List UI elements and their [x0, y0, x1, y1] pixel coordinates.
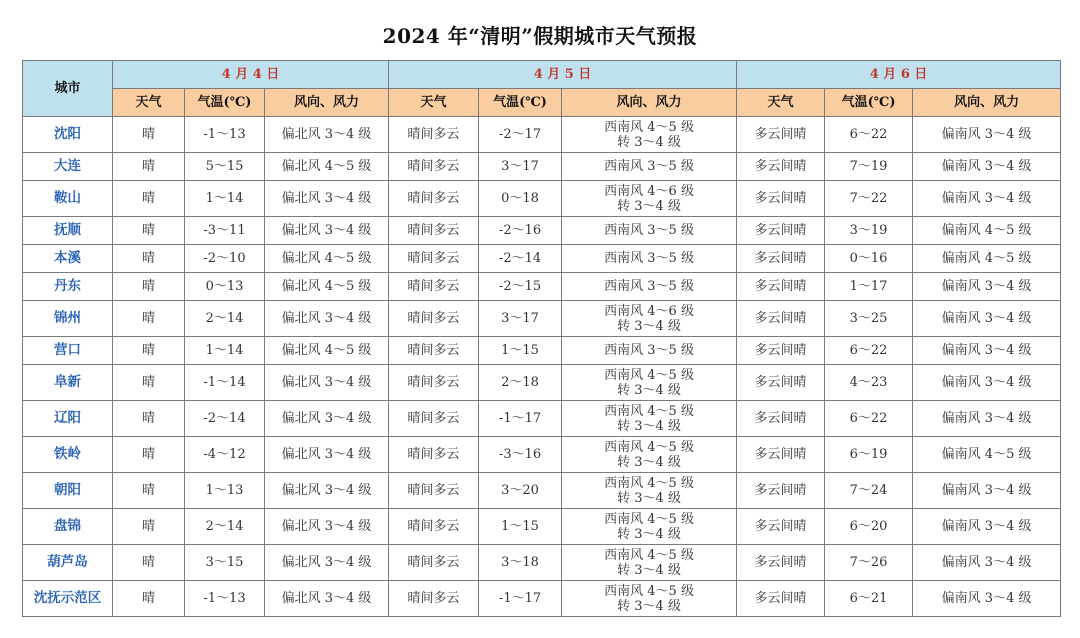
weather-cell: 晴间多云	[389, 181, 479, 217]
temperature-cell: 6～22	[825, 117, 913, 153]
wind-text: 偏北风 3～4 级	[281, 519, 372, 534]
temperature-cell: -1～17	[479, 581, 562, 617]
weather-cell: 晴间多云	[389, 245, 479, 273]
table-row	[23, 337, 1061, 365]
wind-cell	[913, 437, 1061, 473]
wind-cell	[913, 217, 1061, 245]
temperature-cell: 1～14	[185, 181, 265, 217]
wind-cell	[265, 545, 389, 581]
weather-cell: 晴	[113, 581, 185, 617]
temperature-cell: -1～17	[479, 401, 562, 437]
wind-text: 转 3～4 级	[617, 198, 681, 214]
table-row	[23, 437, 1061, 473]
wind-cell	[265, 401, 389, 437]
wind-cell	[265, 273, 389, 301]
wind-text: 偏南风 4～5 级	[941, 223, 1032, 238]
temperature-cell: 6～22	[825, 401, 913, 437]
temperature-cell: 5～15	[185, 153, 265, 181]
wind-cell	[913, 401, 1061, 437]
city-name: 锦州	[23, 301, 113, 337]
temperature-cell: -1～13	[185, 581, 265, 617]
temperature-column-header: 气温(℃)	[185, 89, 265, 117]
wind-text: 偏南风 3～4 级	[941, 555, 1032, 570]
wind-text: 偏南风 3～4 级	[941, 483, 1032, 498]
temperature-cell: 1～15	[479, 509, 562, 545]
weather-cell: 晴	[113, 437, 185, 473]
temperature-cell: 7～26	[825, 545, 913, 581]
table-row	[23, 365, 1061, 401]
wind-text: 偏北风 3～4 级	[281, 311, 372, 326]
weather-cell: 多云间晴	[737, 401, 825, 437]
weather-cell: 晴间多云	[389, 337, 479, 365]
temperature-cell: 3～18	[479, 545, 562, 581]
weather-cell: 晴	[113, 153, 185, 181]
weather-cell: 晴	[113, 181, 185, 217]
temperature-cell: -1～13	[185, 117, 265, 153]
wind-text: 西南风 3～5 级	[604, 251, 694, 266]
wind-cell	[562, 153, 737, 181]
wind-text: 偏南风 3～4 级	[941, 311, 1032, 326]
weather-cell: 多云间晴	[737, 581, 825, 617]
weather-cell: 晴	[113, 401, 185, 437]
wind-text: 偏北风 3～4 级	[281, 223, 372, 238]
wind-text: 偏南风 3～4 级	[941, 519, 1032, 534]
wind-cell	[562, 337, 737, 365]
wind-cell	[562, 401, 737, 437]
date-header-day2: 4 月 5 日	[389, 61, 737, 89]
wind-text: 偏南风 3～4 级	[941, 343, 1032, 358]
temperature-cell: -2～17	[479, 117, 562, 153]
weather-cell: 晴间多云	[389, 509, 479, 545]
city-name: 丹东	[23, 273, 113, 301]
wind-text: 偏南风 3～4 级	[941, 191, 1032, 206]
city-name: 铁岭	[23, 437, 113, 473]
wind-text: 偏南风 4～5 级	[941, 251, 1032, 266]
weather-cell: 多云间晴	[737, 473, 825, 509]
weather-cell: 晴	[113, 545, 185, 581]
wind-text: 转 3～4 级	[617, 318, 681, 334]
city-name: 大连	[23, 153, 113, 181]
weather-cell: 晴	[113, 365, 185, 401]
wind-cell	[913, 117, 1061, 153]
wind-text: 偏南风 3～4 级	[941, 411, 1032, 426]
city-name: 鞍山	[23, 181, 113, 217]
wind-text: 西南风 3～5 级	[604, 279, 694, 294]
wind-text: 偏北风 4～5 级	[281, 159, 372, 174]
weather-cell: 多云间晴	[737, 337, 825, 365]
weather-cell: 多云间晴	[737, 153, 825, 181]
wind-cell	[562, 437, 737, 473]
wind-text: 偏南风 3～4 级	[941, 591, 1032, 606]
table-row	[23, 245, 1061, 273]
weather-cell: 晴	[113, 509, 185, 545]
temperature-cell: 6～22	[825, 337, 913, 365]
weather-cell: 晴间多云	[389, 401, 479, 437]
temperature-cell: 0～18	[479, 181, 562, 217]
temperature-cell: 1～15	[479, 337, 562, 365]
weather-column-header: 天气	[389, 89, 479, 117]
wind-text: 西南风 4～6 级	[604, 183, 694, 199]
temperature-cell: 7～22	[825, 181, 913, 217]
table-row	[23, 301, 1061, 337]
wind-text: 西南风 4～5 级	[604, 547, 694, 563]
table-row	[23, 581, 1061, 617]
weather-cell: 多云间晴	[737, 181, 825, 217]
temperature-cell: -4～12	[185, 437, 265, 473]
city-name: 沈抚示范区	[23, 581, 113, 617]
temperature-cell: 7～24	[825, 473, 913, 509]
wind-cell	[913, 301, 1061, 337]
temperature-cell: 0～13	[185, 273, 265, 301]
weather-cell: 晴间多云	[389, 365, 479, 401]
wind-text: 转 3～4 级	[617, 134, 681, 150]
city-name: 营口	[23, 337, 113, 365]
temperature-cell: 2～14	[185, 509, 265, 545]
weather-cell: 晴	[113, 473, 185, 509]
wind-text: 偏南风 3～4 级	[941, 279, 1032, 294]
wind-text: 偏北风 3～4 级	[281, 127, 372, 142]
wind-cell	[265, 217, 389, 245]
wind-cell	[913, 245, 1061, 273]
temperature-cell: 3～17	[479, 301, 562, 337]
weather-cell: 多云间晴	[737, 117, 825, 153]
wind-cell	[913, 273, 1061, 301]
wind-cell	[562, 509, 737, 545]
wind-text: 偏北风 3～4 级	[281, 375, 372, 390]
wind-cell	[913, 153, 1061, 181]
weather-cell: 多云间晴	[737, 273, 825, 301]
wind-cell	[265, 337, 389, 365]
wind-cell	[562, 273, 737, 301]
temperature-cell: -2～16	[479, 217, 562, 245]
wind-text: 转 3～4 级	[617, 562, 681, 578]
wind-cell	[913, 581, 1061, 617]
wind-text: 偏北风 3～4 级	[281, 483, 372, 498]
weather-cell: 晴间多云	[389, 581, 479, 617]
wind-cell	[265, 509, 389, 545]
table-row	[23, 181, 1061, 217]
wind-cell	[913, 545, 1061, 581]
wind-text: 西南风 3～5 级	[604, 343, 694, 358]
wind-cell	[913, 337, 1061, 365]
wind-text: 西南风 4～5 级	[604, 475, 694, 491]
temperature-cell: 1～13	[185, 473, 265, 509]
temperature-column-header: 气温(℃)	[825, 89, 913, 117]
wind-text: 西南风 4～5 级	[604, 511, 694, 527]
wind-text: 偏北风 3～4 级	[281, 191, 372, 206]
wind-cell	[562, 301, 737, 337]
temperature-cell: 3～20	[479, 473, 562, 509]
weather-cell: 晴	[113, 245, 185, 273]
wind-cell	[913, 181, 1061, 217]
wind-text: 转 3～4 级	[617, 490, 681, 506]
wind-text: 偏南风 3～4 级	[941, 127, 1032, 142]
wind-text: 偏北风 4～5 级	[281, 343, 372, 358]
temperature-cell: -3～16	[479, 437, 562, 473]
wind-cell	[562, 117, 737, 153]
temperature-cell: -2～15	[479, 273, 562, 301]
wind-column-header: 风向、风力	[913, 89, 1061, 117]
wind-text: 偏北风 4～5 级	[281, 251, 372, 266]
weather-column-header: 天气	[113, 89, 185, 117]
temperature-cell: -2～10	[185, 245, 265, 273]
weather-cell: 晴间多云	[389, 117, 479, 153]
wind-text: 西南风 4～5 级	[604, 403, 694, 419]
weather-cell: 晴间多云	[389, 153, 479, 181]
wind-text: 西南风 4～5 级	[604, 119, 694, 135]
temperature-cell: 2～14	[185, 301, 265, 337]
temperature-cell: 7～19	[825, 153, 913, 181]
wind-text: 西南风 4～5 级	[604, 367, 694, 383]
forecast-rows	[23, 117, 1061, 617]
wind-cell	[265, 153, 389, 181]
wind-cell	[265, 365, 389, 401]
table-row	[23, 217, 1061, 245]
wind-text: 偏北风 3～4 级	[281, 591, 372, 606]
temperature-cell: -3～11	[185, 217, 265, 245]
city-column-header: 城市	[23, 61, 113, 117]
weather-column-header: 天气	[737, 89, 825, 117]
wind-cell	[265, 437, 389, 473]
wind-text: 偏北风 3～4 级	[281, 447, 372, 462]
wind-cell	[562, 581, 737, 617]
wind-cell	[265, 181, 389, 217]
weather-cell: 晴	[113, 273, 185, 301]
weather-cell: 晴间多云	[389, 217, 479, 245]
city-name: 葫芦岛	[23, 545, 113, 581]
wind-column-header: 风向、风力	[562, 89, 737, 117]
wind-text: 转 3～4 级	[617, 598, 681, 614]
temperature-cell: 6～21	[825, 581, 913, 617]
temperature-cell: 1～14	[185, 337, 265, 365]
temperature-cell: 0～16	[825, 245, 913, 273]
table-row	[23, 473, 1061, 509]
temperature-cell: 6～20	[825, 509, 913, 545]
wind-cell	[562, 181, 737, 217]
wind-text: 偏南风 4～5 级	[941, 447, 1032, 462]
weather-cell: 晴间多云	[389, 301, 479, 337]
weather-cell: 多云间晴	[737, 365, 825, 401]
wind-text: 西南风 4～6 级	[604, 303, 694, 319]
city-name: 阜新	[23, 365, 113, 401]
temperature-cell: 3～15	[185, 545, 265, 581]
wind-text: 西南风 3～5 级	[604, 223, 694, 238]
temperature-column-header: 气温(℃)	[479, 89, 562, 117]
wind-text: 偏南风 3～4 级	[941, 375, 1032, 390]
wind-text: 西南风 4～5 级	[604, 583, 694, 599]
city-name: 盘锦	[23, 509, 113, 545]
table-row	[23, 273, 1061, 301]
date-header-day3: 4 月 6 日	[737, 61, 1061, 89]
weather-cell: 多云间晴	[737, 301, 825, 337]
table-row	[23, 509, 1061, 545]
wind-text: 西南风 4～5 级	[604, 439, 694, 455]
weather-cell: 晴	[113, 117, 185, 153]
wind-cell	[562, 217, 737, 245]
temperature-cell: 6～19	[825, 437, 913, 473]
table-row	[23, 401, 1061, 437]
temperature-cell: -2～14	[185, 401, 265, 437]
wind-cell	[562, 473, 737, 509]
temperature-cell: 3～25	[825, 301, 913, 337]
wind-cell	[562, 365, 737, 401]
wind-cell	[265, 581, 389, 617]
temperature-cell: -2～14	[479, 245, 562, 273]
wind-cell	[265, 301, 389, 337]
page-title: 2024 年“清明”假期城市天气预报	[382, 24, 698, 48]
temperature-cell: 4～23	[825, 365, 913, 401]
wind-cell	[562, 245, 737, 273]
table-row	[23, 153, 1061, 181]
wind-cell	[265, 245, 389, 273]
date-header-day1: 4 月 4 日	[113, 61, 389, 89]
city-name: 朝阳	[23, 473, 113, 509]
wind-cell	[265, 473, 389, 509]
wind-cell	[913, 509, 1061, 545]
wind-text: 转 3～4 级	[617, 382, 681, 398]
weather-cell: 晴	[113, 301, 185, 337]
weather-cell: 晴间多云	[389, 437, 479, 473]
temperature-cell: -1～14	[185, 365, 265, 401]
wind-text: 转 3～4 级	[617, 526, 681, 542]
wind-text: 偏北风 3～4 级	[281, 555, 372, 570]
weather-cell: 晴间多云	[389, 473, 479, 509]
table-row	[23, 117, 1061, 153]
wind-cell	[913, 473, 1061, 509]
table-row	[23, 545, 1061, 581]
weather-cell: 晴间多云	[389, 545, 479, 581]
city-name: 辽阳	[23, 401, 113, 437]
wind-cell	[913, 365, 1061, 401]
temperature-cell: 1～17	[825, 273, 913, 301]
temperature-cell: 3～17	[479, 153, 562, 181]
wind-text: 偏北风 4～5 级	[281, 279, 372, 294]
weather-cell: 多云间晴	[737, 245, 825, 273]
forecast-table	[22, 60, 1061, 617]
weather-cell: 多云间晴	[737, 217, 825, 245]
weather-cell: 晴	[113, 217, 185, 245]
wind-cell	[562, 545, 737, 581]
temperature-cell: 3～19	[825, 217, 913, 245]
weather-cell: 多云间晴	[737, 437, 825, 473]
wind-text: 西南风 3～5 级	[604, 159, 694, 174]
city-name: 沈阳	[23, 117, 113, 153]
wind-text: 偏北风 3～4 级	[281, 411, 372, 426]
temperature-cell: 2～18	[479, 365, 562, 401]
weather-cell: 晴间多云	[389, 273, 479, 301]
wind-text: 转 3～4 级	[617, 454, 681, 470]
weather-cell: 多云间晴	[737, 545, 825, 581]
weather-cell: 多云间晴	[737, 509, 825, 545]
city-name: 本溪	[23, 245, 113, 273]
wind-text: 转 3～4 级	[617, 418, 681, 434]
wind-text: 偏南风 3～4 级	[941, 159, 1032, 174]
weather-cell: 晴	[113, 337, 185, 365]
city-name: 抚顺	[23, 217, 113, 245]
wind-column-header: 风向、风力	[265, 89, 389, 117]
wind-cell	[265, 117, 389, 153]
